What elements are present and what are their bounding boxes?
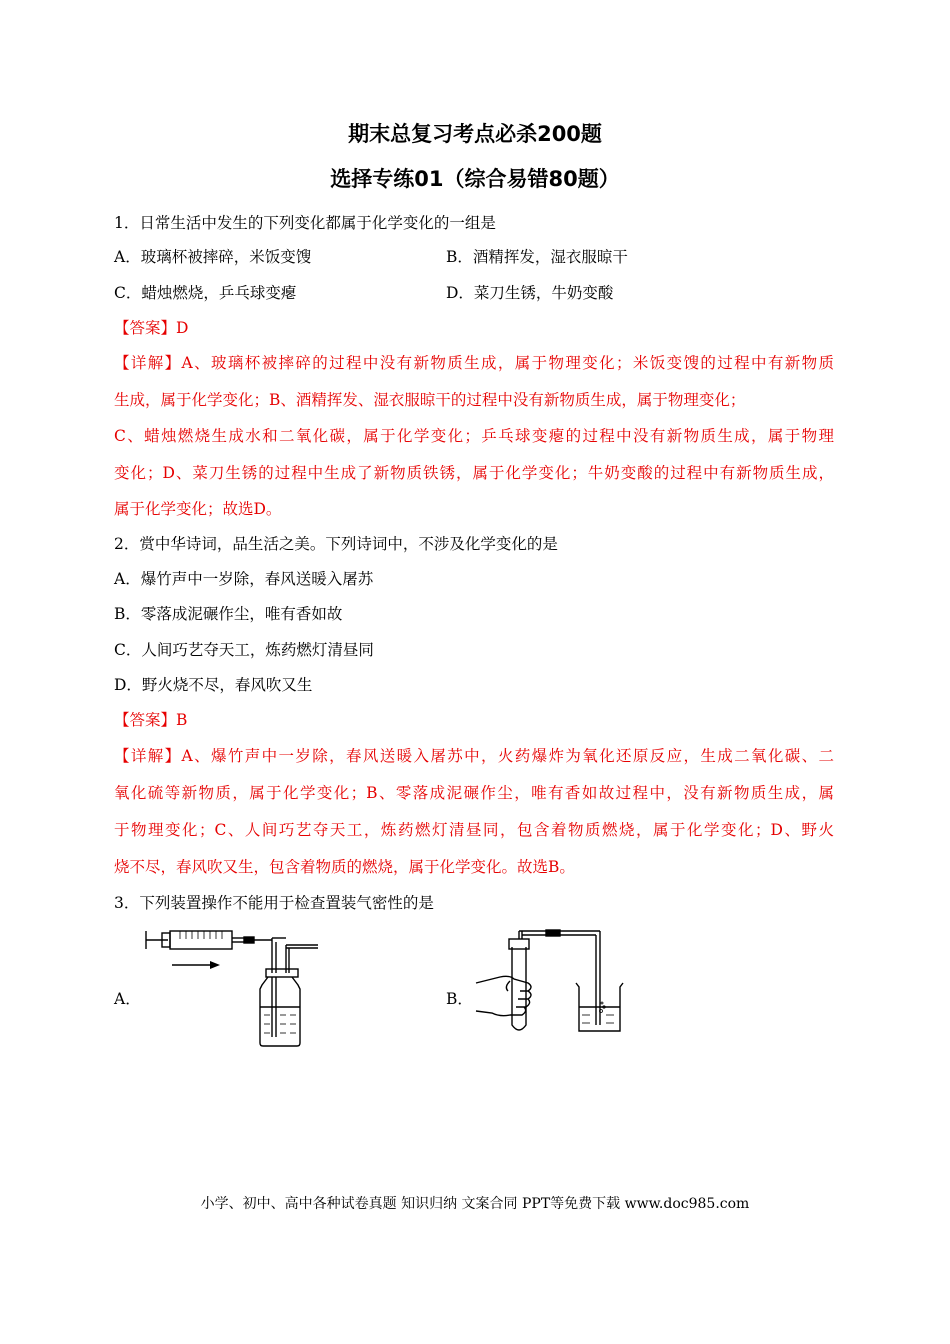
syringe-bottle-apparatus bbox=[140, 925, 330, 1050]
question-2-option-d: D．野火烧不尽，春风吹又生 bbox=[114, 676, 313, 694]
title-line-1: 期末总复习考点必杀200题 bbox=[348, 122, 602, 146]
footer-text: 小学、初中、高中各种试卷真题 知识归纳 文案合同 PPT等免费下载 www.doc985.com bbox=[200, 1196, 750, 1212]
question-1-answer: 【答案】D bbox=[114, 319, 189, 337]
question-1-detail-line: 生成，属于化学变化；B、酒精挥发、湿衣服晾干的过程中没有新物质生成，属于物理变化； bbox=[114, 391, 746, 409]
question-2-stem: 2．赏中华诗词，品生活之美。下列诗词中，不涉及化学变化的是 bbox=[114, 535, 558, 553]
question-3-option-a: A． bbox=[114, 990, 141, 1008]
question-1-detail-line: C、蜡烛燃烧生成水和二氧化碳，属于化学变化；乒乓球变瘪的过程中没有新物质生成，属于物理 bbox=[114, 427, 834, 445]
question-1-option-a: A．玻璃杯被摔碎，米饭变馊 bbox=[114, 248, 312, 266]
title-line-2: 选择专练01（综合易错80题） bbox=[330, 167, 620, 191]
question-1-option-c: C．蜡烛燃烧，乒乓球变瘪 bbox=[114, 284, 297, 302]
question-2-answer: 【答案】B bbox=[114, 711, 188, 729]
question-2-detail-line: 于物理变化；C、人间巧艺夺天工，炼药燃灯清昼同，包含着物质燃烧，属于化学变化；D、野火 bbox=[114, 821, 834, 839]
test-tube-beaker-apparatus bbox=[470, 925, 640, 1040]
question-1-option-b: B．酒精挥发，湿衣服晾干 bbox=[446, 248, 628, 266]
question-3-stem: 3．下列装置操作不能用于检查置装气密性的是 bbox=[114, 894, 434, 912]
question-2-detail-line: 烧不尽，春风吹又生，包含着物质的燃烧，属于化学变化。故选B。 bbox=[114, 858, 575, 876]
question-2-option-a: A．爆竹声中一岁除，春风送暖入屠苏 bbox=[114, 570, 374, 588]
question-1-detail-line: 变化；D、菜刀生锈的过程中生成了新物质铁锈，属于化学变化；牛奶变酸的过程中有新物质生成， bbox=[114, 464, 834, 482]
question-3-option-b: B． bbox=[446, 990, 473, 1008]
question-2-detail-line: 【详解】A、爆竹声中一岁除，春风送暖入屠苏中，火药爆炸为氧化还原反应，生成二氧化碳、二 bbox=[114, 747, 834, 765]
question-1-stem: 1．日常生活中发生的下列变化都属于化学变化的一组是 bbox=[114, 214, 496, 232]
question-2-option-b: B．零落成泥碾作尘，唯有香如故 bbox=[114, 605, 343, 623]
question-1-detail-line: 【详解】A、玻璃杯被摔碎的过程中没有新物质生成，属于物理变化；米饭变馊的过程中有新物质 bbox=[114, 354, 834, 372]
question-1-option-d: D．菜刀生锈，牛奶变酸 bbox=[446, 284, 614, 302]
question-1-detail-line: 属于化学变化；故选D。 bbox=[114, 500, 282, 518]
question-2-detail-line: 氧化硫等新物质，属于化学变化；B、零落成泥碾作尘，唯有香如故过程中，没有新物质生成，属 bbox=[114, 784, 834, 802]
question-2-option-c: C．人间巧艺夺天工，炼药燃灯清昼同 bbox=[114, 641, 374, 659]
